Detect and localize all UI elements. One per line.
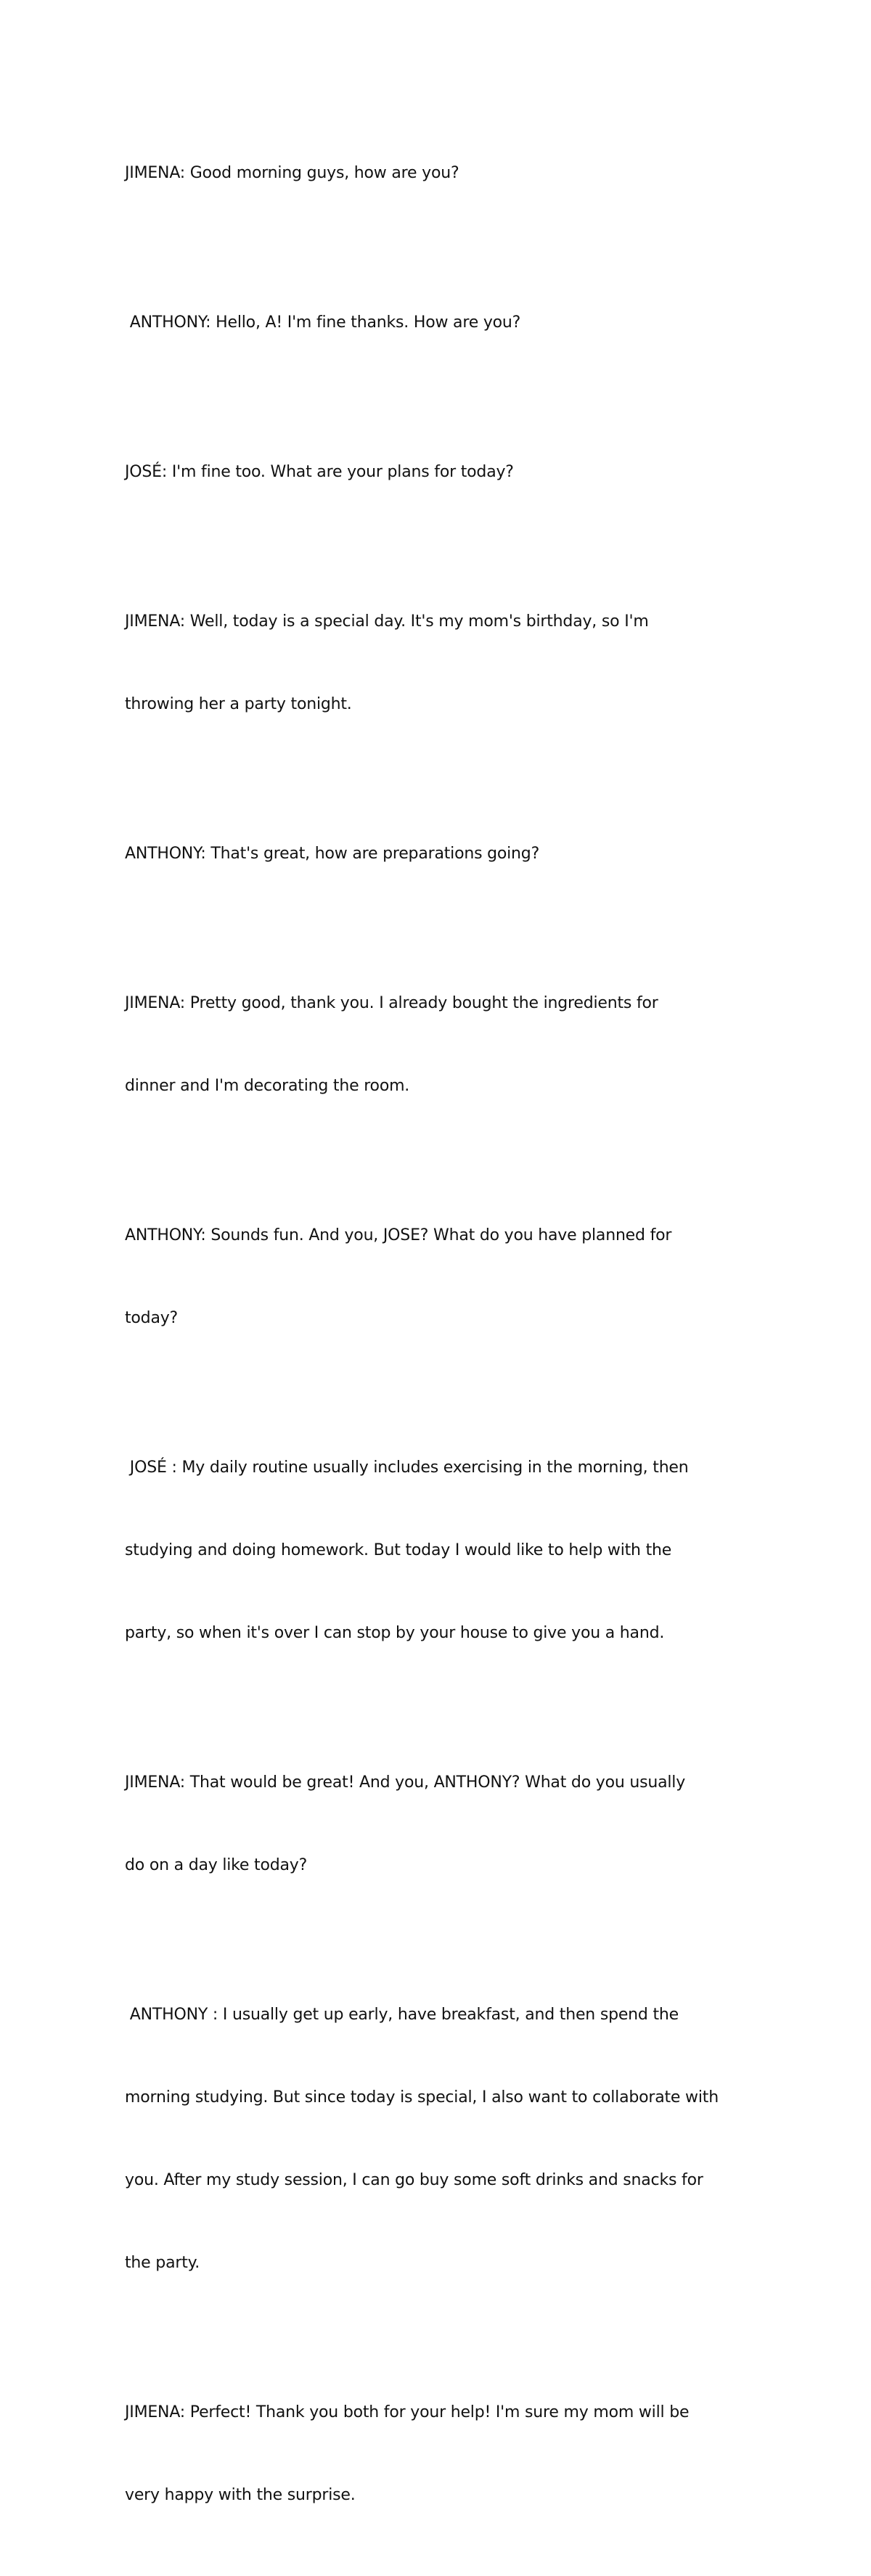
line-text-continued: the party.: [125, 2254, 200, 2272]
dialogue-line: [125, 785, 764, 923]
dialogue-line: [125, 254, 764, 392]
line-text-continued: morning studying. But since today is special, I also want to collaborate with: [125, 2088, 719, 2107]
dialogue-text: [125, 104, 764, 2576]
line-text: ANTHONY: Hello, A! I'm fine thanks. How are you?: [125, 313, 521, 332]
line-text: ANTHONY : I usually get up early, have breakfast, and then spend the: [125, 2006, 679, 2024]
line-text-continued: studying and doing homework. But today I would like to help with the: [125, 1541, 672, 1559]
dialogue-line: [125, 1714, 764, 1935]
line-text: JIMENA: Good morning guys, how are you?: [125, 164, 459, 182]
line-text: JIMENA: Pretty good, thank you. I already bought the ingredients for: [125, 994, 658, 1012]
line-text: ANTHONY: Sounds fun. And you, JOSE? What do you have planned for: [125, 1226, 672, 1244]
dialogue-line: [125, 935, 764, 1155]
dialogue-line: [125, 1946, 764, 2332]
line-text: JIMENA: Perfect! Thank you both for your help! I'm sure my mom will be: [125, 2403, 690, 2421]
line-text: JIMENA: Well, today is a special day. It's my mom's birthday, so I'm: [125, 612, 649, 631]
dialogue-line: [125, 104, 764, 242]
line-text-continued: very happy with the surprise.: [125, 2486, 356, 2504]
line-text-continued: throwing her a party tonight.: [125, 695, 352, 713]
line-text-continued: do on a day like today?: [125, 1856, 308, 1874]
line-text: JIMENA: That would be great! And you, ANTHONY? What do you usually: [125, 1773, 686, 1792]
dialogue-line: [125, 553, 764, 774]
line-text-continued: dinner and I'm decorating the room.: [125, 1077, 410, 1095]
dialogue-line: [125, 1399, 764, 1702]
line-text-continued: you. After my study session, I can go buy some soft drinks and snacks for: [125, 2171, 703, 2189]
dialogue-line: [125, 403, 764, 541]
dialogue-line: [125, 2344, 764, 2564]
line-text-continued: party, so when it's over I can stop by your house to give you a hand.: [125, 1624, 665, 1642]
line-text: JOSÉ: I'm fine too. What are your plans for today?: [125, 463, 514, 481]
line-text: JOSÉ : My daily routine usually includes exercising in the morning, then: [125, 1459, 689, 1477]
line-text: ANTHONY: That's great, how are preparations going?: [125, 845, 540, 863]
dialogue-line: [125, 1167, 764, 1387]
line-text-continued: today?: [125, 1309, 179, 1327]
